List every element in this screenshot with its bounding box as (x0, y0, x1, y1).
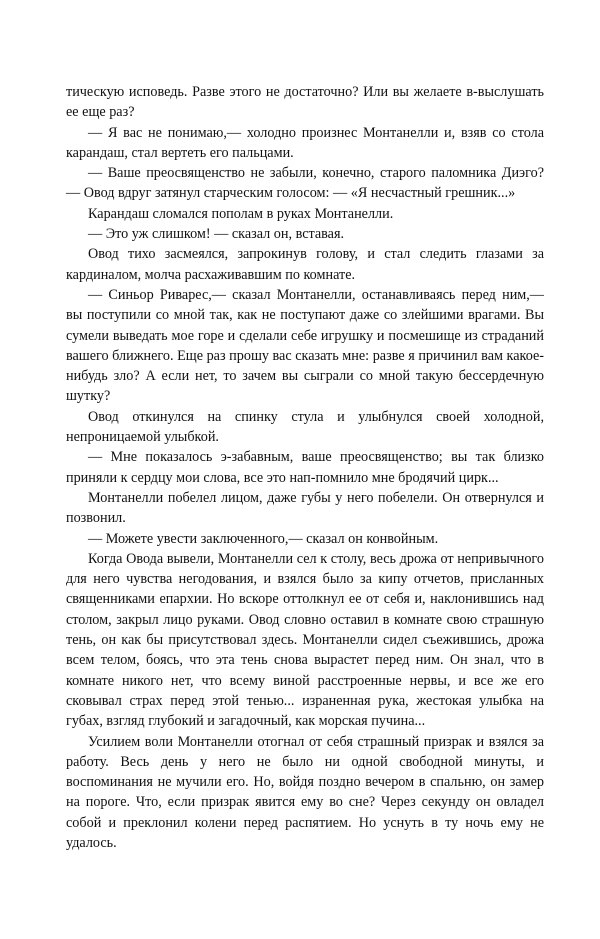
paragraph-dialogue: — Можете увести заключенного,— сказал он конвойным. (88, 530, 439, 547)
page-text (66, 82, 544, 853)
paragraph: Усилием воли Монтанелли отогнал от себя страшный призрак и взялся за работу. Весь день у него не было ни одной свободной минуты, и воспоминания не мучили его. Но, войдя поздно вечером в спальню, он замер на пороге. Что, если призрак явится ему во сне? Через секунду он овладел собой и преклонил колени перед распятием. Но уснуть в ту ночь ему не удалось. (66, 733, 544, 851)
paragraph: Овод тихо засмеялся, запрокинув голову, и стал следить глазами за кардиналом, молча расхаживавшим по комнате. (66, 246, 544, 283)
paragraph: Монтанелли побелел лицом, даже губы у него побелели. Он отвернулся и позвонил. (66, 489, 544, 527)
paragraph-dialogue: — Это уж слишком! — сказал он, вставая. (88, 226, 345, 243)
paragraph: Карандаш сломался пополам в руках Монтанелли. (88, 205, 394, 222)
paragraph-dialogue: — Я вас не понимаю,— холодно произнес Монтанелли и, взяв со стола карандаш, стал вертеть его пальцами. (66, 124, 544, 161)
paragraph: Когда Овода вывели, Монтанелли сел к столу, весь дрожа от непривычного для него чувства негодования, и взялся было за кипу отчетов, присланных священниками епархии. Но вскоре оттолкнул ее от себя и, наклонившись над столом, закрыл лицо руками. Овод словно оставил в комнате свою страшную тень, он как бы присутствовал здесь. Монтанелли сидел съежившись, дрожа всем телом, боясь, что эта тень снова вырастет перед ним. Он знал, что в комнате никого нет, что всему виной расстроенные нервы, и все же его сковывал страх перед этой тенью... израненная рука, жестокая улыбка на губах, взгляд глубокий и загадочный, как морская пучина... (66, 550, 544, 730)
paragraph-dialogue: — Синьор Риварес,— сказал Монтанелли, останавливаясь перед ним,— вы поступили со мной так, как не поступают даже со злейшими врагами. Вы сумели выведать мое горе и сделали себе игрушку и посмешище из страданий вашего ближнего. Еще раз прошу вас сказать мне: разве я причинил вам какое-нибудь зло? А если нет, то зачем вы сыграли со мной такую бессердечную шутку? (66, 286, 544, 405)
paragraph-dialogue: — Ваше преосвященство не забыли, конечно, старого паломника Диэго? — Овод вдруг затянул старческим голосом: — «Я несчастный грешник...» (66, 165, 544, 202)
paragraph-dialogue: — Мне показалось э-забавным, ваше преосвященство; вы так близко приняли к сердцу мои слова, все это нап-помнило мне бродячий цирк... (66, 449, 544, 486)
paragraph-continuation: тическую исповедь. Разве этого не достаточно? Или вы желаете в-выслушать ее еще раз? (66, 84, 544, 121)
paragraph: Овод откинулся на спинку стула и улыбнулся своей холодной, непроницаемой улыбкой. (66, 408, 544, 446)
